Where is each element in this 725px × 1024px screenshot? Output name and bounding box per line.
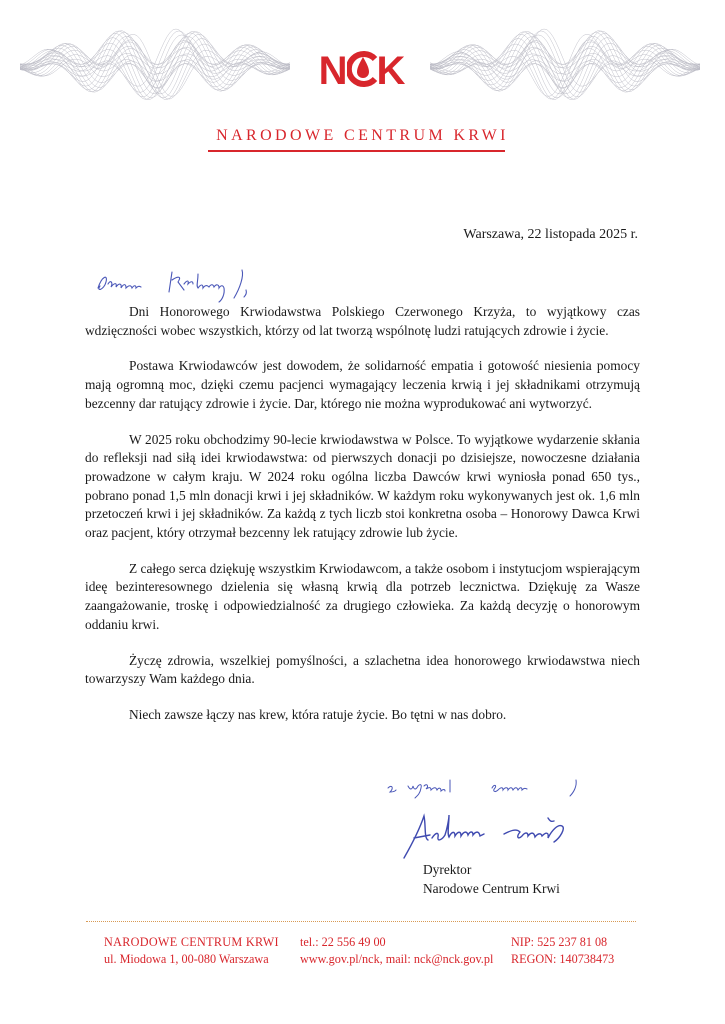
nck-logo — [0, 48, 725, 94]
signer-organization: Narodowe Centrum Krwi — [423, 880, 560, 896]
footer-address-block — [104, 934, 279, 968]
signer-block — [423, 861, 560, 898]
letter-date: Warszawa, 22 listopada 2025 r. — [463, 227, 638, 242]
header-divider — [208, 150, 505, 152]
paragraph-3: W 2025 roku obchodzimy 90-lecie krwiodawstwa w Polsce. To wyjątkowe wydarzenie skłania do refleksji nad siłą idei krwiodawstwa: od pierwszych donacji po dzisiejsze, nowoczesne działania prowadzone w całym kraju. W 2024 roku ogólna liczba Dawców krwi wyniosła ponad 650 tys., pobrano ponad 1,5 mln donacji krwi i jej składników. W każdym roku wykonywanych jest ok. 1,6 mln przetoczeń krwi i jej składników. Za każdą z tych liczb stoi konkretna osoba – Honorowy Dawca Krwi oraz pacjent, który otrzymał bezcenny lek ratujący zdrowie lub życie. — [85, 431, 640, 541]
letter-body — [85, 303, 640, 742]
logo-letter-n: N — [318, 49, 349, 93]
handwritten-signature — [398, 804, 583, 862]
header-org-name: NARODOWE CENTRUM KRWI — [216, 127, 509, 144]
signer-title: Dyrektor — [423, 862, 472, 877]
footer-web-mail: www.gov.pl/nck, mail: nck@nck.gov.pl — [300, 952, 494, 966]
footer-address: ul. Miodowa 1, 00-080 Warszawa — [104, 952, 269, 966]
paragraph-4: Z całego serca dziękuję wszystkim Krwiodawcom, a także osobom i instytucjom wspierającym ideę bezinteresownego dzielenia się własną krwią dla potrzeb lecznictwa. Dziękuję za Wasze zaangażowanie, troskę i odpowiedzialność za drugiego człowieka. Za każdą decyzję o honorowym oddaniu krwi. — [85, 560, 640, 632]
paragraph-1: Dni Honorowego Krwiodawstwa Polskiego Czerwonego Krzyża, to wyjątkowy czas wdzięczności wobec wszystkich, którzy od lat tworzą wspólnotę ludzi ratujących zdrowie i życie. — [85, 304, 640, 338]
footer-nip: NIP: 525 237 81 08 — [511, 935, 608, 949]
logo-letter-k: K — [376, 49, 407, 93]
handwritten-closing — [380, 770, 590, 800]
footer-phone: tel.: 22 556 49 00 — [300, 935, 386, 949]
footer-regon: REGON: 140738473 — [511, 952, 615, 966]
footer-divider — [86, 921, 636, 922]
paragraph-6: Niech zawsze łączy nas krew, która ratuje życie. Bo tętni w nas dobro. — [129, 706, 507, 722]
footer-contact-block — [300, 934, 493, 968]
paragraph-2: Postawa Krwiodawców jest dowodem, że solidarność empatia i gotowość niesienia pomocy mają ogromną moc, dzięki czemu pacjenci wymagający leczenia krwią i jej składnikami otrzymują bezcenny dar ratujący zdrowie i życie. Dar, którego nie można wyprodukować ani wytworzyć. — [85, 358, 640, 411]
footer-registry-block — [511, 934, 614, 968]
blood-drop-c-icon — [347, 48, 379, 88]
handwritten-salutation — [94, 262, 274, 304]
footer-org-name: NARODOWE CENTRUM KRWI — [104, 935, 279, 949]
paragraph-5: Życzę zdrowia, wszelkiej pomyślności, a szlachetna idea honorowego krwiodawstwa niech towarzyszy Wam każdego dnia. — [85, 652, 640, 687]
